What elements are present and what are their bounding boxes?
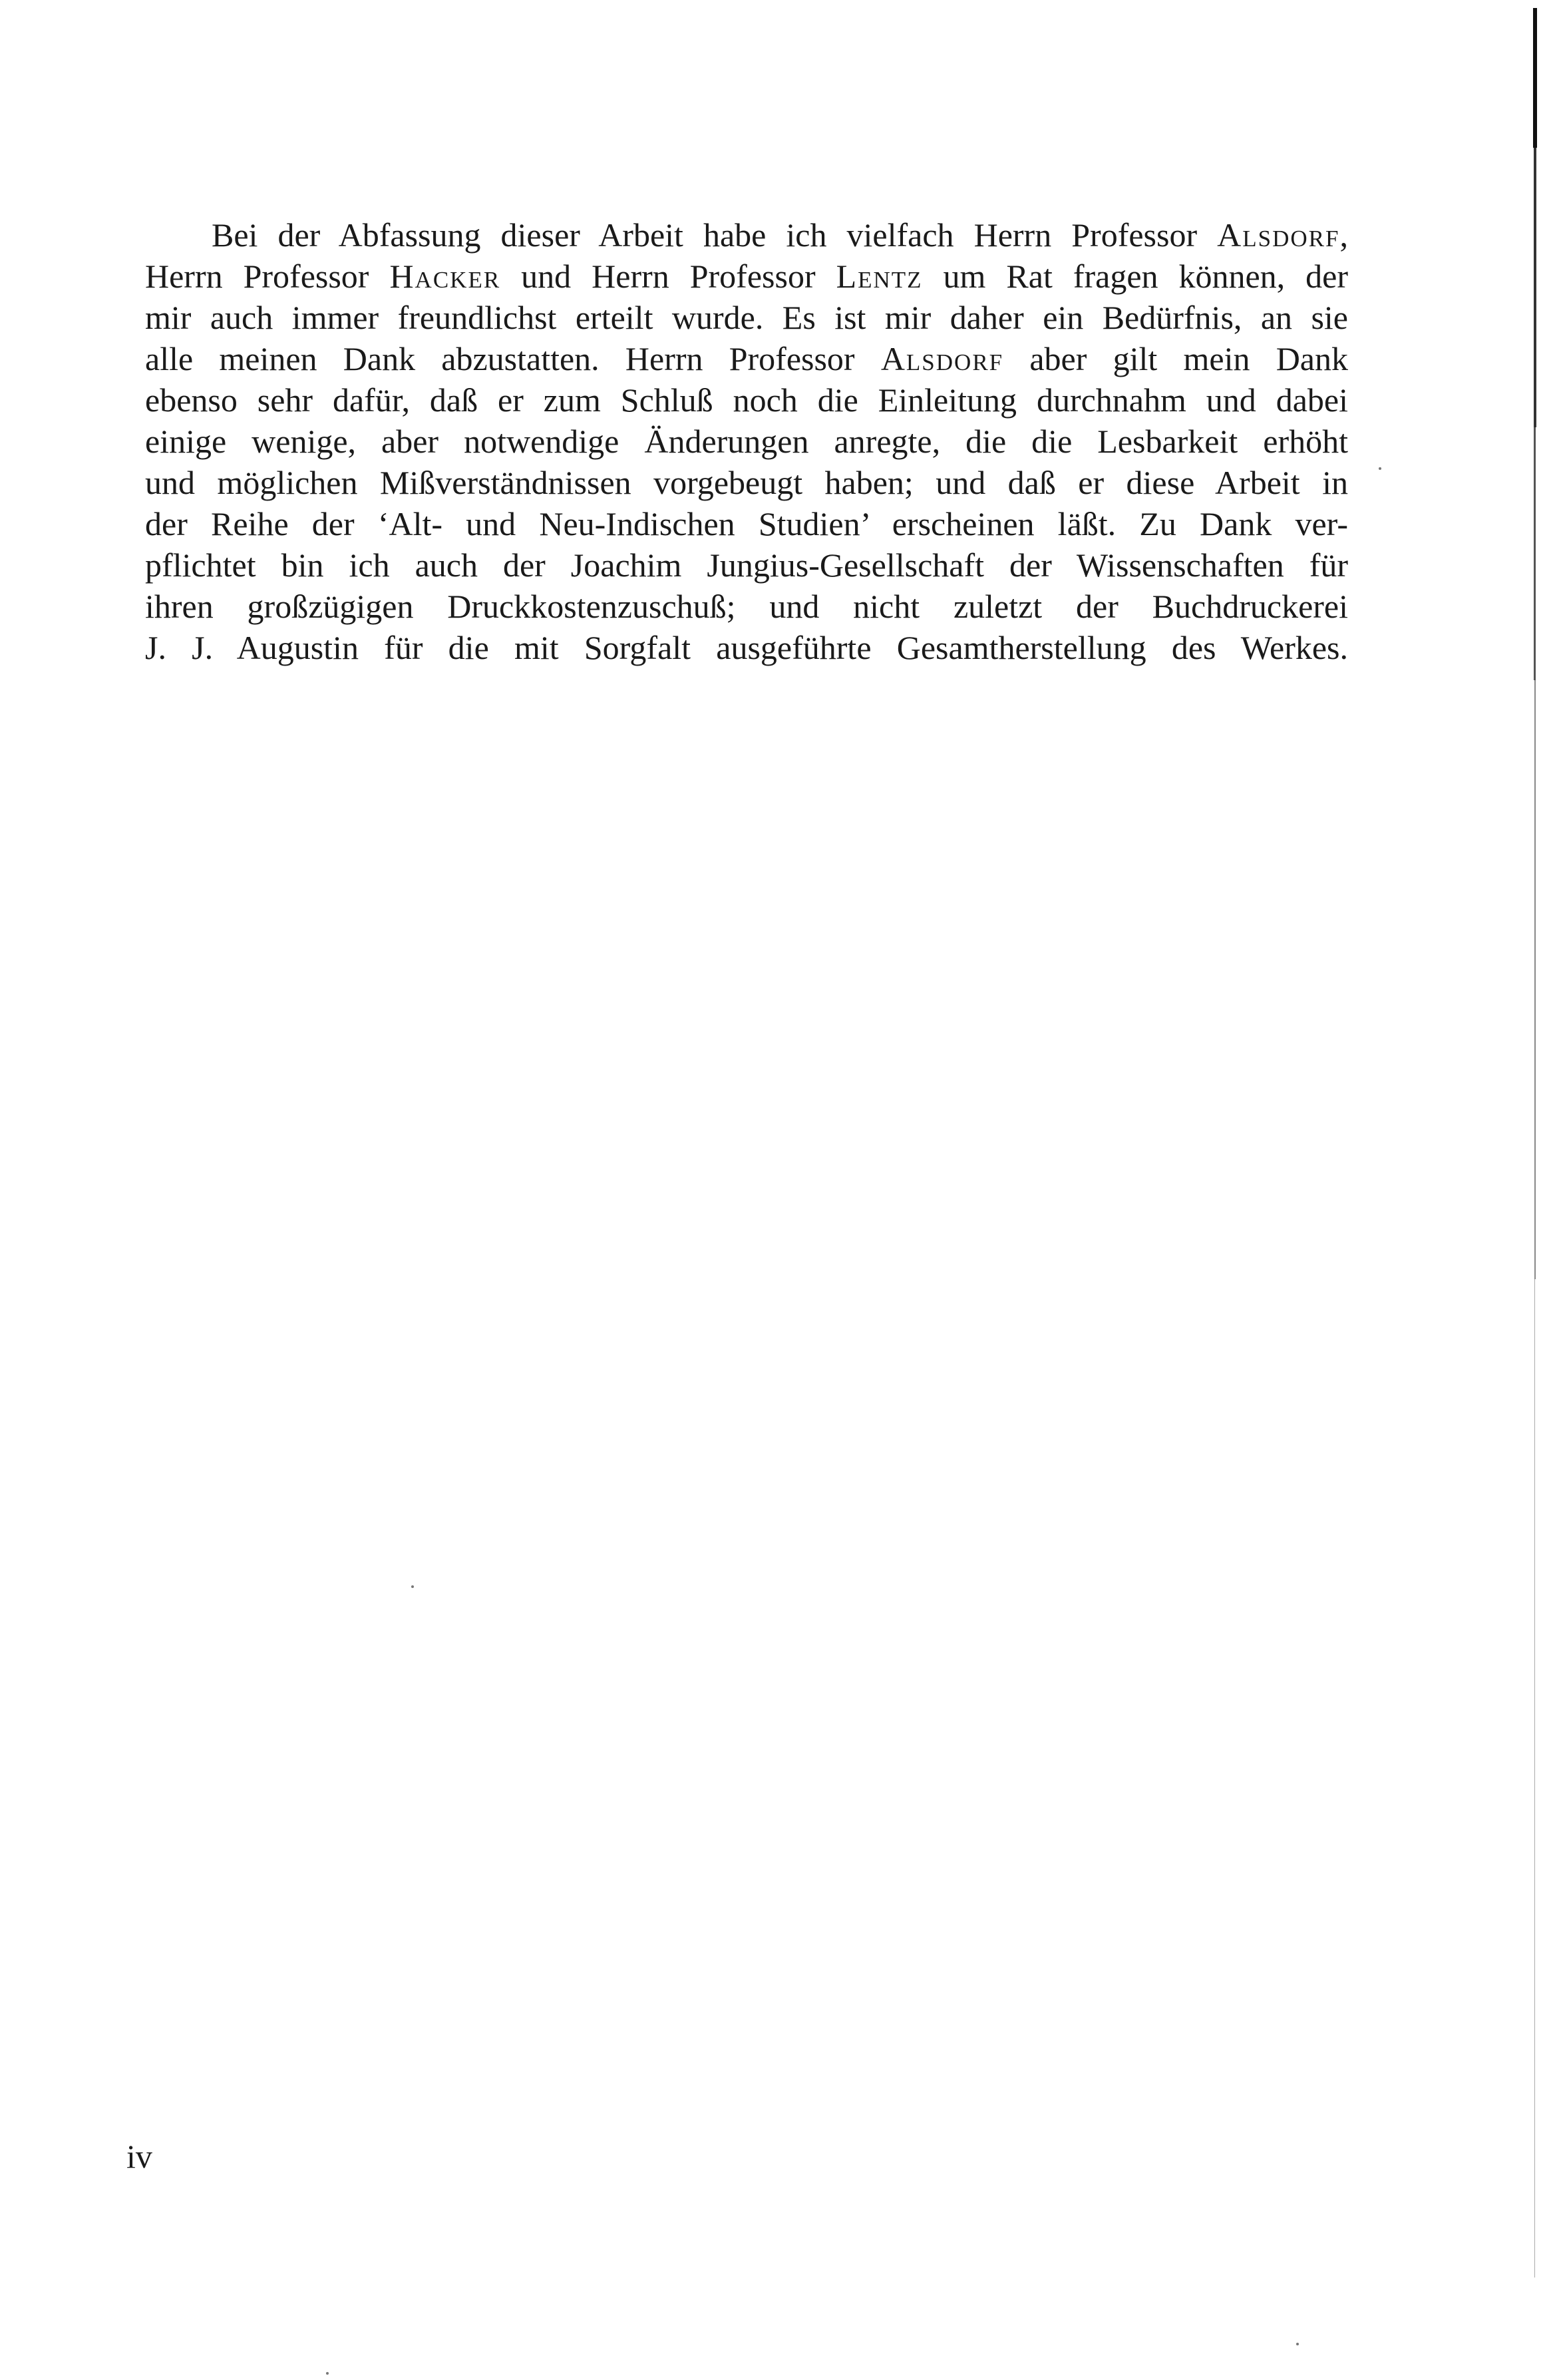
paragraph-line: und möglichen Mißverständnissen vorgebeugt haben; und daß er diese Arbeit in <box>145 464 1348 501</box>
acknowledgement-paragraph <box>145 214 1348 668</box>
small-caps-name: Lentz <box>836 258 923 295</box>
paragraph-line: ebenso sehr dafür, daß er zum Schluß noch die Einleitung durchnahm und dabei <box>145 381 1348 419</box>
paragraph-line: ihren großzügigen Druckkostenzuschuß; und nicht zuletzt der Buchdruckerei <box>145 588 1348 625</box>
small-caps-name: Alsdorf <box>880 340 1004 377</box>
small-caps-name: Alsdorf <box>1217 216 1340 254</box>
scan-speck <box>1379 467 1381 470</box>
paragraph-line: Bei der Abfassung dieser Arbeit habe ich vielfach Herrn Professor Alsdorf, <box>212 216 1348 254</box>
scan-speck <box>1296 2343 1299 2345</box>
page-number: iv <box>126 2138 152 2175</box>
paragraph-line: pflichtet bin ich auch der Joachim Jungius-Gesellschaft der Wissenschaften für <box>145 546 1348 584</box>
paragraph-line: einige wenige, aber notwendige Änderungen anregte, die die Lesbarkeit erhöht <box>145 423 1348 460</box>
paragraph-line: alle meinen Dank abzustatten. Herrn Professor Alsdorf aber gilt mein Dank <box>145 340 1348 377</box>
paragraph-line: Herrn Professor Hacker und Herrn Professor Lentz um Rat fragen können, der <box>145 258 1349 295</box>
scan-speck <box>326 2372 329 2375</box>
paragraph-line: J. J. Augustin für die mit Sorgfalt ausgeführte Gesamtherstellung des Werkes. <box>145 629 1348 666</box>
paragraph-line: mir auch immer freundlichst erteilt wurde. Es ist mir daher ein Bedürfnis, an sie <box>145 299 1348 336</box>
small-caps-name: Hacker <box>389 258 501 295</box>
paragraph-line: der Reihe der ‘Alt- und Neu-Indischen Studien’ erscheinen läßt. Zu Dank ver- <box>145 505 1348 542</box>
scan-speck <box>411 1585 414 1588</box>
scan-edge-shadow <box>1529 0 1540 2380</box>
